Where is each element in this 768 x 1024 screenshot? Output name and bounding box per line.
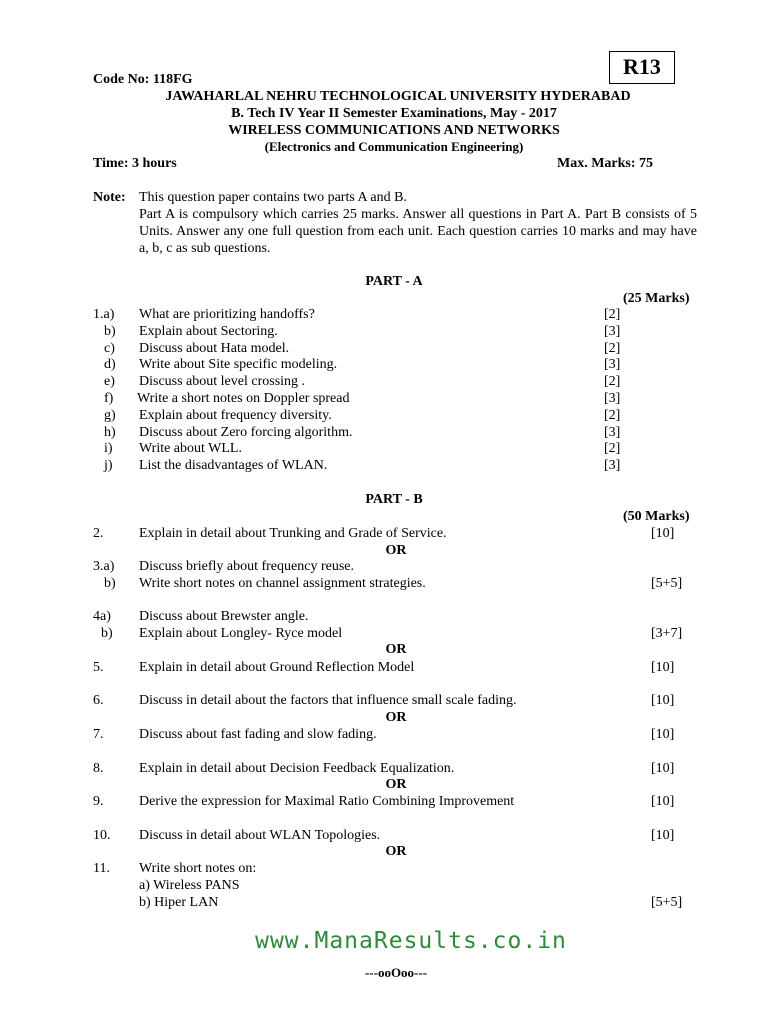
question-marks: [2]: [604, 407, 621, 423]
end-marker: ---ooOoo---: [364, 965, 428, 980]
question-text: Discuss briefly about frequency reuse.: [139, 559, 354, 574]
question-marks: [2]: [604, 340, 621, 356]
question-text: Discuss about Brewster angle.: [139, 609, 309, 624]
question-marks: [5+5]: [651, 576, 683, 591]
question-text: Explain about frequency diversity.: [139, 407, 332, 423]
or-separator: OR: [385, 777, 407, 792]
note-label: Note:: [93, 190, 126, 205]
subject-title: WIRELESS COMMUNICATIONS AND NETWORKS: [228, 123, 560, 138]
question-number: g): [104, 407, 116, 423]
question-marks: [3]: [604, 357, 621, 373]
question-marks: [5+5]: [651, 895, 683, 910]
part-a-marks: (25 Marks): [623, 291, 690, 306]
or-separator: OR: [385, 710, 407, 725]
question-marks: [2]: [604, 374, 621, 390]
sub-question-text: a) Wireless PANS: [139, 878, 240, 893]
question-number: 9.: [93, 794, 104, 809]
question-text: Write about WLL.: [139, 441, 242, 457]
question-text: Explain in detail about Decision Feedback Equalization.: [139, 761, 455, 776]
sub-question-text: b) Hiper LAN: [139, 895, 219, 910]
question-number: 2.: [93, 526, 104, 541]
question-marks: [10]: [651, 693, 675, 708]
question-number: 10.: [93, 828, 111, 843]
question-marks: [10]: [651, 761, 675, 776]
question-number: b): [104, 323, 116, 339]
or-separator: OR: [385, 543, 407, 558]
question-marks: [10]: [651, 727, 675, 742]
question-number: 3.a): [93, 559, 115, 574]
question-number: 11.: [93, 861, 110, 876]
question-text: What are prioritizing handoffs?: [139, 307, 315, 322]
question-number: c): [104, 340, 115, 356]
question-text: Discuss in detail about WLAN Topologies.: [139, 828, 381, 843]
question-text: List the disadvantages of WLAN.: [139, 458, 328, 474]
question-marks: [2]: [604, 441, 621, 457]
question-number: h): [104, 424, 116, 440]
question-text: Explain in detail about Ground Reflection Model: [139, 660, 415, 675]
question-marks: [2]: [604, 307, 621, 322]
question-number: d): [104, 357, 116, 373]
question-marks: [3]: [604, 458, 621, 474]
part-b-marks: (50 Marks): [623, 509, 690, 524]
question-text: Write short notes on channel assignment strategies.: [139, 576, 426, 591]
question-number: 8.: [93, 761, 104, 776]
question-text: Discuss in detail about the factors that influence small scale fading.: [139, 693, 517, 708]
watermark-url: www.ManaResults.co.in: [255, 928, 567, 954]
or-separator: OR: [385, 844, 407, 859]
question-number: 1.a): [93, 307, 115, 322]
question-number: e): [104, 374, 115, 390]
question-marks: [10]: [651, 526, 675, 541]
question-number: b): [101, 626, 113, 641]
question-text: Write about Site specific modeling.: [139, 357, 338, 373]
question-number: 4a): [93, 609, 111, 624]
question-number: 7.: [93, 727, 104, 742]
question-text: Discuss about Zero forcing algorithm.: [139, 424, 353, 440]
exam-title: B. Tech IV Year II Semester Examinations, May - 2017: [231, 106, 557, 121]
university-name: JAWAHARLAL NEHRU TECHNOLOGICAL UNIVERSITY HYDERABAD: [165, 89, 631, 104]
branch-name: (Electronics and Communication Engineering): [264, 139, 524, 154]
question-marks: [10]: [651, 794, 675, 809]
question-number: i): [104, 441, 113, 457]
question-text: Explain about Sectoring.: [139, 323, 278, 339]
question-text: Discuss about fast fading and slow fading.: [139, 727, 377, 742]
question-text: Write short notes on:: [139, 861, 257, 876]
question-number: j): [104, 458, 113, 474]
time-allowed: Time: 3 hours: [93, 156, 177, 171]
max-marks: Max. Marks: 75: [557, 156, 654, 171]
note-line: This question paper contains two parts A and B.: [139, 190, 407, 205]
question-marks: [3]: [604, 323, 621, 339]
question-marks: [3]: [604, 391, 621, 406]
question-number: 6.: [93, 693, 104, 708]
question-marks: [3+7]: [651, 626, 683, 641]
regulation-box: R13: [609, 51, 675, 84]
part-b-title: PART - B: [365, 492, 423, 507]
code-number: Code No: 118FG: [93, 72, 193, 87]
question-text: Write a short notes on Doppler spread: [137, 391, 350, 406]
part-a-title: PART - A: [365, 274, 423, 289]
or-separator: OR: [385, 642, 407, 657]
question-marks: [10]: [651, 660, 675, 675]
question-number: f): [104, 391, 114, 406]
question-number: 5.: [93, 660, 104, 675]
question-marks: [3]: [604, 424, 621, 440]
question-text: Explain in detail about Trunking and Grade of Service.: [139, 526, 447, 541]
question-text: Derive the expression for Maximal Ratio Combining Improvement: [139, 794, 515, 809]
question-marks: [10]: [651, 828, 675, 843]
question-text: Explain about Longley- Ryce model: [139, 626, 343, 641]
question-text: Discuss about Hata model.: [139, 340, 290, 356]
note-instructions: Part A is compulsory which carries 25 marks. Answer all questions in Part A. Part B consists of 5 Units. Answer any one full question from each unit. Each question carries 10 marks and may have a, b, c as sub questions.: [139, 207, 697, 256]
question-number: b): [104, 576, 116, 591]
question-text: Discuss about level crossing .: [139, 374, 306, 390]
